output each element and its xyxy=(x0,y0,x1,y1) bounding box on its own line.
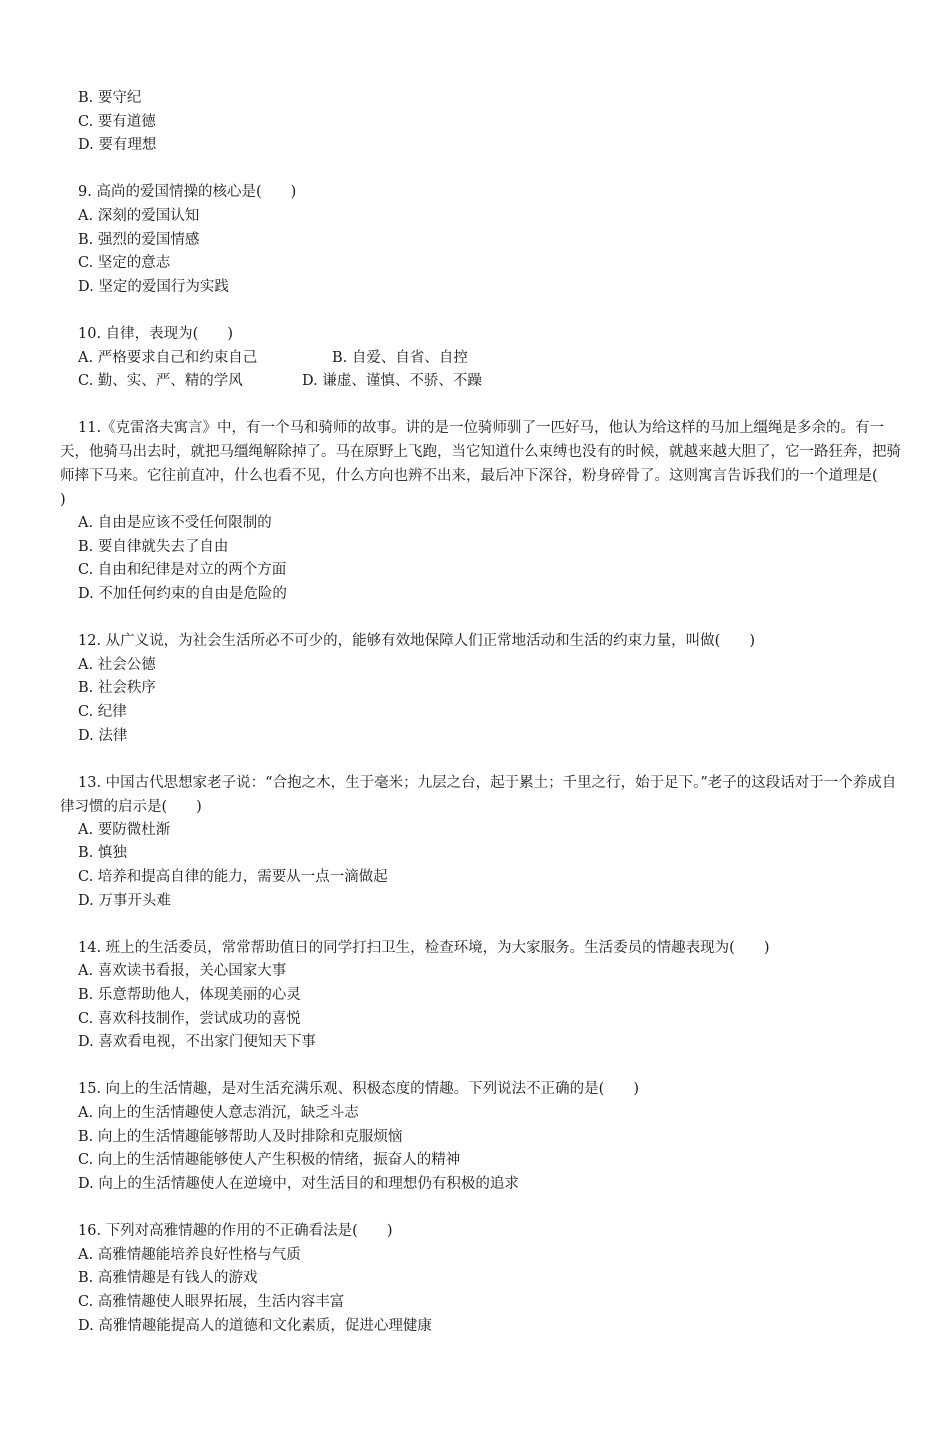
q8-option-c: C. 要有道德 xyxy=(78,114,156,130)
q16-option-d: D. 高雅情趣能提高人的道德和文化素质，促进心理健康 xyxy=(78,1318,432,1334)
q16-stem: 16. 下列对高雅情趣的作用的不正确看法是( ) xyxy=(78,1223,393,1239)
q13-stem: 13. 中国古代思想家老子说：“合抱之木，生于毫米；九层之台，起于累土；千里之行，始于足下。”老子的这段话对于一个养成自律习惯的启示是( ) xyxy=(60,775,897,815)
q11-option-c: C. 自由和纪律是对立的两个方面 xyxy=(78,562,287,578)
q12-option-c: C. 纪律 xyxy=(78,704,127,720)
q11-stem: 11.《克雷洛夫寓言》中，有一个马和骑师的故事。讲的是一位骑师驯了一匹好马，他认为给这样的马加上缰绳是多余的。有一天，他骑马出去时，就把马缰绳解除掉了。马在原野上飞跑，当它知道什么束缚也没有的时候，就越来越大胆了，它一路狂奔，把骑师摔下马来。它往前直冲，什么也看不见，什么方向也辨不出来，最后冲下深谷，粉身碎骨了。这则寓言告诉我们的一个道理是( ) xyxy=(60,420,907,508)
q15-option-d: D. 向上的生活情趣使人在逆境中，对生活目的和理想仍有积极的追求 xyxy=(78,1176,519,1192)
q16-option-b: B. 高雅情趣是有钱人的游戏 xyxy=(78,1270,258,1286)
q12-option-d: D. 法律 xyxy=(78,728,128,744)
q9-stem: 9. 高尚的爱国情操的核心是( ) xyxy=(78,184,297,200)
q15-option-a: A. 向上的生活情趣使人意志消沉，缺乏斗志 xyxy=(78,1105,359,1121)
q15-stem: 15. 向上的生活情趣，是对生活充满乐观、积极态度的情趣。下列说法不正确的是( ) xyxy=(78,1081,639,1097)
q13-option-b: B. 慎独 xyxy=(78,845,127,861)
q11-option-b: B. 要自律就失去了自由 xyxy=(78,539,229,555)
q10-option-c: C. 勤、实、严、精的学风 xyxy=(78,373,243,389)
q9-option-a: A. 深刻的爱国认知 xyxy=(78,208,200,224)
q12-option-a: A. 社会公德 xyxy=(78,657,156,673)
q15-option-c: C. 向上的生活情趣能够使人产生积极的情绪，振奋人的精神 xyxy=(78,1152,461,1168)
q9-option-d: D. 坚定的爱国行为实践 xyxy=(78,279,229,295)
q12-stem: 12. 从广义说，为社会生活所必不可少的，能够有效地保障人们正常地活动和生活的约束力量，叫做( ) xyxy=(78,633,755,649)
q11-option-a: A. 自由是应该不受任何限制的 xyxy=(78,515,272,531)
q13-option-a: A. 要防微杜渐 xyxy=(78,822,171,838)
q11-option-d: D. 不加任何约束的自由是危险的 xyxy=(78,586,287,602)
q12-option-b: B. 社会秩序 xyxy=(78,680,156,696)
q8-option-b: B. 要守纪 xyxy=(78,90,142,106)
q10-option-a: A. 严格要求自己和约束自己 xyxy=(78,350,258,366)
q9-option-b: B. 强烈的爱国情感 xyxy=(78,232,200,248)
q14-option-b: B. 乐意帮助他人，体现美丽的心灵 xyxy=(78,987,301,1003)
q14-option-a: A. 喜欢读书看报，关心国家大事 xyxy=(78,963,287,979)
q9-option-c: C. 坚定的意志 xyxy=(78,255,171,271)
q13-option-d: D. 万事开头难 xyxy=(78,893,171,909)
q10-option-b: B. 自爱、自省、自控 xyxy=(332,350,468,366)
q8-option-d: D. 要有理想 xyxy=(78,137,157,153)
q10-option-d: D. 谦虚、谨慎、不骄、不躁 xyxy=(302,373,482,389)
q14-option-d: D. 喜欢看电视，不出家门便知天下事 xyxy=(78,1034,316,1050)
q10-stem: 10. 自律，表现为( ) xyxy=(78,326,233,342)
q13-option-c: C. 培养和提高自律的能力，需要从一点一滴做起 xyxy=(78,869,388,885)
q14-stem: 14. 班上的生活委员，常常帮助值日的同学打扫卫生，检查环境，为大家服务。生活委员的情趣表现为( ) xyxy=(78,940,770,956)
q15-option-b: B. 向上的生活情趣能够帮助人及时排除和克服烦恼 xyxy=(78,1129,403,1145)
q16-option-c: C. 高雅情趣使人眼界拓展，生活内容丰富 xyxy=(78,1294,345,1310)
q16-option-a: A. 高雅情趣能培养良好性格与气质 xyxy=(78,1247,301,1263)
q14-option-c: C. 喜欢科技制作，尝试成功的喜悦 xyxy=(78,1011,301,1027)
